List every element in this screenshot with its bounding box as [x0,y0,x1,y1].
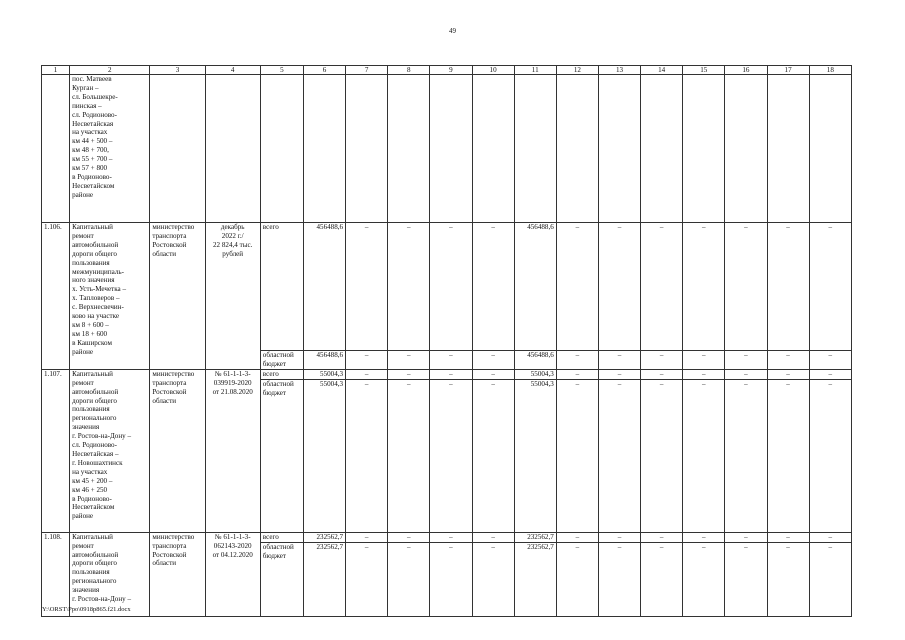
empty-value-dash: – [641,223,683,351]
empty-value-dash: – [388,379,430,532]
empty-value-dash: – [598,223,640,351]
empty-value-dash: – [598,532,640,542]
empty-value-dash: – [556,351,598,370]
empty-value-dash: – [388,369,430,379]
column-header: 8 [388,66,430,75]
page-number: 49 [449,27,456,35]
empty-value-dash: – [809,532,851,542]
document-info: № 61-1-1-3- 039919-2020 от 21.08.2020 [205,369,260,532]
funding-source: областной бюджет [260,379,303,532]
empty-value-dash: – [388,532,430,542]
funding-source: всего [260,369,303,379]
empty-value-dash: – [598,351,640,370]
empty-value-dash: – [809,379,851,532]
empty-value-dash: – [598,542,640,616]
empty-value-dash: – [472,379,514,532]
empty-value-dash: – [767,542,809,616]
table-row [42,223,852,351]
empty-value-dash: – [725,542,767,616]
continuation-row [42,75,852,223]
empty-value-dash: – [641,379,683,532]
empty-value-dash: – [641,532,683,542]
empty-value-dash: – [725,351,767,370]
empty-value-dash: – [556,532,598,542]
empty-value-dash: – [683,379,725,532]
empty-value-dash: – [641,369,683,379]
column-header: 6 [303,66,345,75]
empty-value-dash: – [346,369,388,379]
column-header: 10 [472,66,514,75]
responsible-org: министерство транспорта Ростовской области [150,223,205,370]
column-header: 5 [260,66,303,75]
funding-source: всего [260,223,303,351]
empty-value-dash: – [472,542,514,616]
footer-file-path: Y:\ORST\Ppo\0918p865.f21.docx [42,606,131,613]
column-header: 13 [598,66,640,75]
column-header: 1 [42,66,70,75]
column-11-amount: 232562,7 [514,542,556,616]
empty-value-dash: – [725,369,767,379]
document-info: декабрь 2022 г./ 22 824,4 тыс. рублей [205,223,260,370]
empty-value-dash: – [430,351,472,370]
total-amount: 232562,7 [303,532,345,542]
column-header: 14 [641,66,683,75]
empty-value-dash: – [472,223,514,351]
empty-value-dash: – [767,223,809,351]
column-11-amount: 232562,7 [514,532,556,542]
empty-value-dash: – [598,369,640,379]
road-name: Капитальный ремонт автомобильной дороги общего пользования регионального значения г. Ростов-на-Дону – сл. Родионово- Несветайская – г. Новошахтинск на участках км 45 + 200 – км 46 + 250 в Родионово- Несветайском районе [70,369,150,532]
empty-value-dash: – [809,542,851,616]
total-amount: 55004,3 [303,379,345,532]
empty-value-dash: – [767,379,809,532]
empty-value-dash: – [683,542,725,616]
empty-value-dash: – [809,223,851,351]
empty-value-dash: – [725,379,767,532]
column-11-amount: 55004,3 [514,379,556,532]
responsible-org: министерство транспорта Ростовской области [150,369,205,532]
empty-value-dash: – [556,369,598,379]
empty-value-dash: – [683,223,725,351]
empty-value-dash: – [809,369,851,379]
empty-value-dash: – [430,369,472,379]
column-11-amount: 456488,6 [514,223,556,351]
column-header: 3 [150,66,205,75]
empty-value-dash: – [346,223,388,351]
empty-value-dash: – [767,351,809,370]
empty-value-dash: – [683,369,725,379]
responsible-org: министерство транспорта Ростовской области [150,532,205,616]
item-number: 1.107. [42,369,70,532]
empty-value-dash: – [472,351,514,370]
road-name: Капитальный ремонт автомобильной дороги общего пользования межмуниципаль- ного значения х. Усть-Мечетка – х. Тапловеров – с. Верхнесвечин- ково на участке км 8 + 600 – км 18 + 600 в Каширском районе [70,223,150,370]
empty-value-dash: – [346,379,388,532]
column-11-amount: 456488,6 [514,351,556,370]
road-name: пос. Матвеев Курган – сл. Большекре- пинская – сл. Родионово- Несветайская на участках км 44 + 500 – км 48 + 700, км 55 + 700 – км 57 + 800 в Родионово- Несветайском районе [70,75,150,223]
empty-value-dash: – [346,532,388,542]
road-name: Капитальный ремонт автомобильной дороги общего пользования регионального значения г. Ростов-на-Дону – [70,532,150,616]
funding-source: областной бюджет [260,351,303,370]
column-header: 9 [430,66,472,75]
empty-value-dash: – [388,542,430,616]
column-header: 2 [70,66,150,75]
empty-value-dash: – [641,351,683,370]
empty-value-dash: – [556,379,598,532]
table-row [42,532,852,542]
empty-value-dash: – [388,351,430,370]
column-header: 17 [767,66,809,75]
empty-value-dash: – [430,532,472,542]
column-header: 12 [556,66,598,75]
funding-source: всего [260,532,303,542]
program-table [41,65,852,617]
empty-value-dash: – [430,542,472,616]
total-amount: 232562,7 [303,542,345,616]
empty-value-dash: – [472,369,514,379]
empty-value-dash: – [809,351,851,370]
column-header: 15 [683,66,725,75]
empty-value-dash: – [683,351,725,370]
empty-value-dash: – [767,369,809,379]
empty-value-dash: – [388,223,430,351]
empty-value-dash: – [641,542,683,616]
empty-value-dash: – [430,379,472,532]
empty-value-dash: – [556,542,598,616]
empty-value-dash: – [556,223,598,351]
column-header: 7 [346,66,388,75]
item-number: 1.108. [42,532,70,616]
empty-value-dash: – [430,223,472,351]
empty-value-dash: – [472,532,514,542]
table-row [42,369,852,379]
empty-value-dash: – [598,379,640,532]
column-header: 4 [205,66,260,75]
empty-value-dash: – [767,532,809,542]
column-header: 16 [725,66,767,75]
document-info: № 61-1-1-3- 062143-2020 от 04.12.2020 [205,532,260,616]
column-header: 11 [514,66,556,75]
total-amount: 456488,6 [303,223,345,351]
empty-value-dash: – [683,532,725,542]
empty-value-dash: – [346,542,388,616]
column-header: 18 [809,66,851,75]
header-row [42,66,852,75]
column-11-amount: 55004,3 [514,369,556,379]
funding-source: областной бюджет [260,542,303,616]
item-number: 1.106. [42,223,70,370]
empty-value-dash: – [725,532,767,542]
empty-value-dash: – [725,223,767,351]
total-amount: 55004,3 [303,369,345,379]
total-amount: 456488,6 [303,351,345,370]
empty-value-dash: – [346,351,388,370]
